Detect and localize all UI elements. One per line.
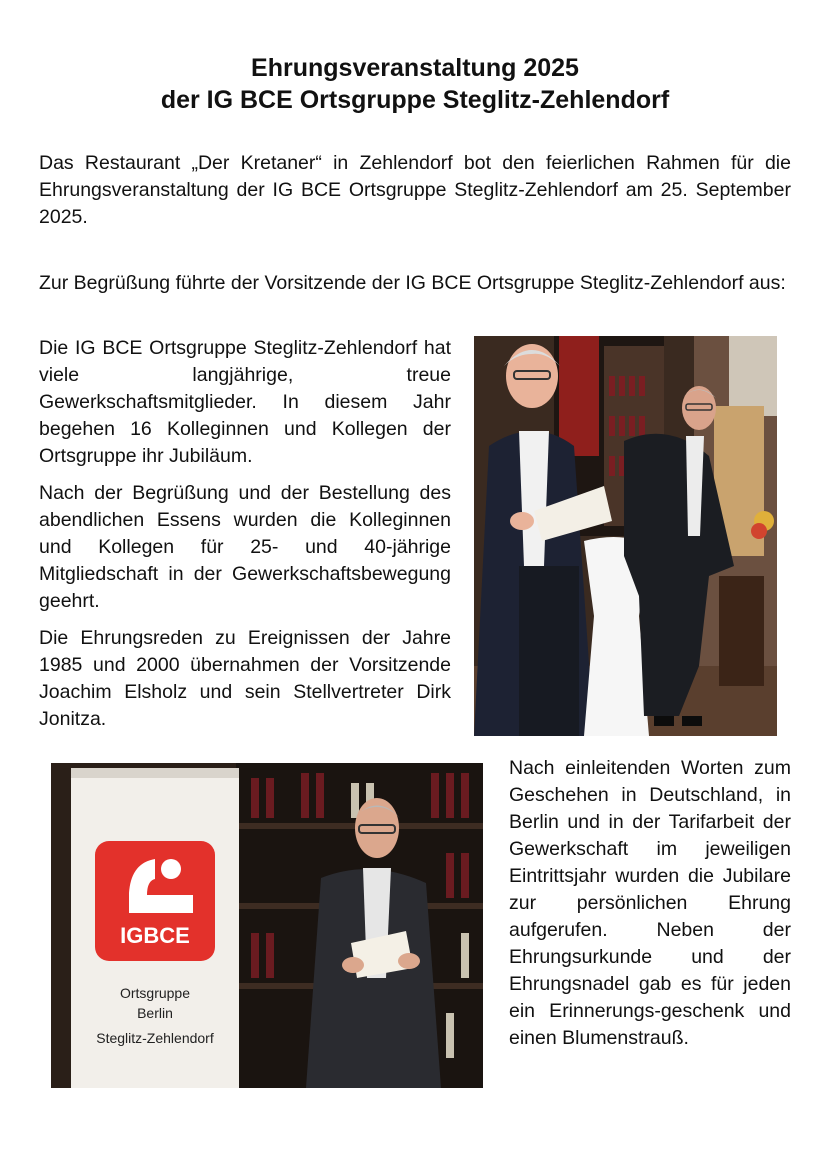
- banner-line-3: Steglitz-Zehlendorf: [96, 1030, 214, 1046]
- page-title: [0, 52, 830, 116]
- greeting-paragraph: Zur Begrüßung führte der Vorsitzende der IG BCE Ortsgruppe Steglitz-Zehlendorf aus:: [39, 272, 786, 294]
- honoring-paragraph: Nach der Begrüßung und der Bestellung des abendlichen Essens wurden die Kolleginnen und Kollegen für 25- und 40-jährige Mitgliedschaft in der Gewerkschaftsbewegung geehrt.: [39, 482, 451, 612]
- photo-speakers: [474, 336, 777, 736]
- intro-paragraph: Das Restaurant „Der Kretaner“ in Zehlendorf bot den feierlichen Rahmen für die Ehrungsveranstaltung der IG BCE Ortsgruppe Steglitz-Zehlendorf am 25. September 2025.: [39, 152, 791, 228]
- banner-line-2: Berlin: [137, 1005, 173, 1021]
- title-line-2: der IG BCE Ortsgruppe Steglitz-Zehlendorf: [160, 86, 670, 114]
- logo-text: IGBCE: [120, 923, 190, 948]
- banner-line-1: Ortsgruppe: [119, 985, 191, 1001]
- ceremony-paragraph: Nach einleitenden Worten zum Geschehen in Deutschland, in Berlin und in der Tarifarbeit der Gewerkschaft im jeweiligen Eintrittsjahr wurden die Jubilare zur persönlichen Ehrung aufgerufen. Neben der Ehrungsurkunde und der Ehrungsnadel gab es für jeden ein Erinnerungs-geschenk und einen Blumenstrauß.: [509, 757, 791, 1049]
- members-paragraph: Die IG BCE Ortsgruppe Steglitz-Zehlendorf hat viele langjährige, treue Gewerkschaftsmitglieder. In diesem Jahr begehen 16 Kolleginnen und Kollegen der Ortsgruppe ihr Jubiläum.: [39, 337, 451, 467]
- title-line-1: Ehrungsveranstaltung 2025: [251, 54, 579, 82]
- photo-speakers-illustration: [474, 336, 777, 736]
- photo-banner-speech: [51, 763, 483, 1088]
- speeches-paragraph: Die Ehrungsreden zu Ereignissen der Jahre 1985 und 2000 übernahmen der Vorsitzende Joachim Elsholz und sein Stellvertreter Dirk Jonitza.: [39, 627, 451, 730]
- photo-banner-illustration: [51, 763, 483, 1088]
